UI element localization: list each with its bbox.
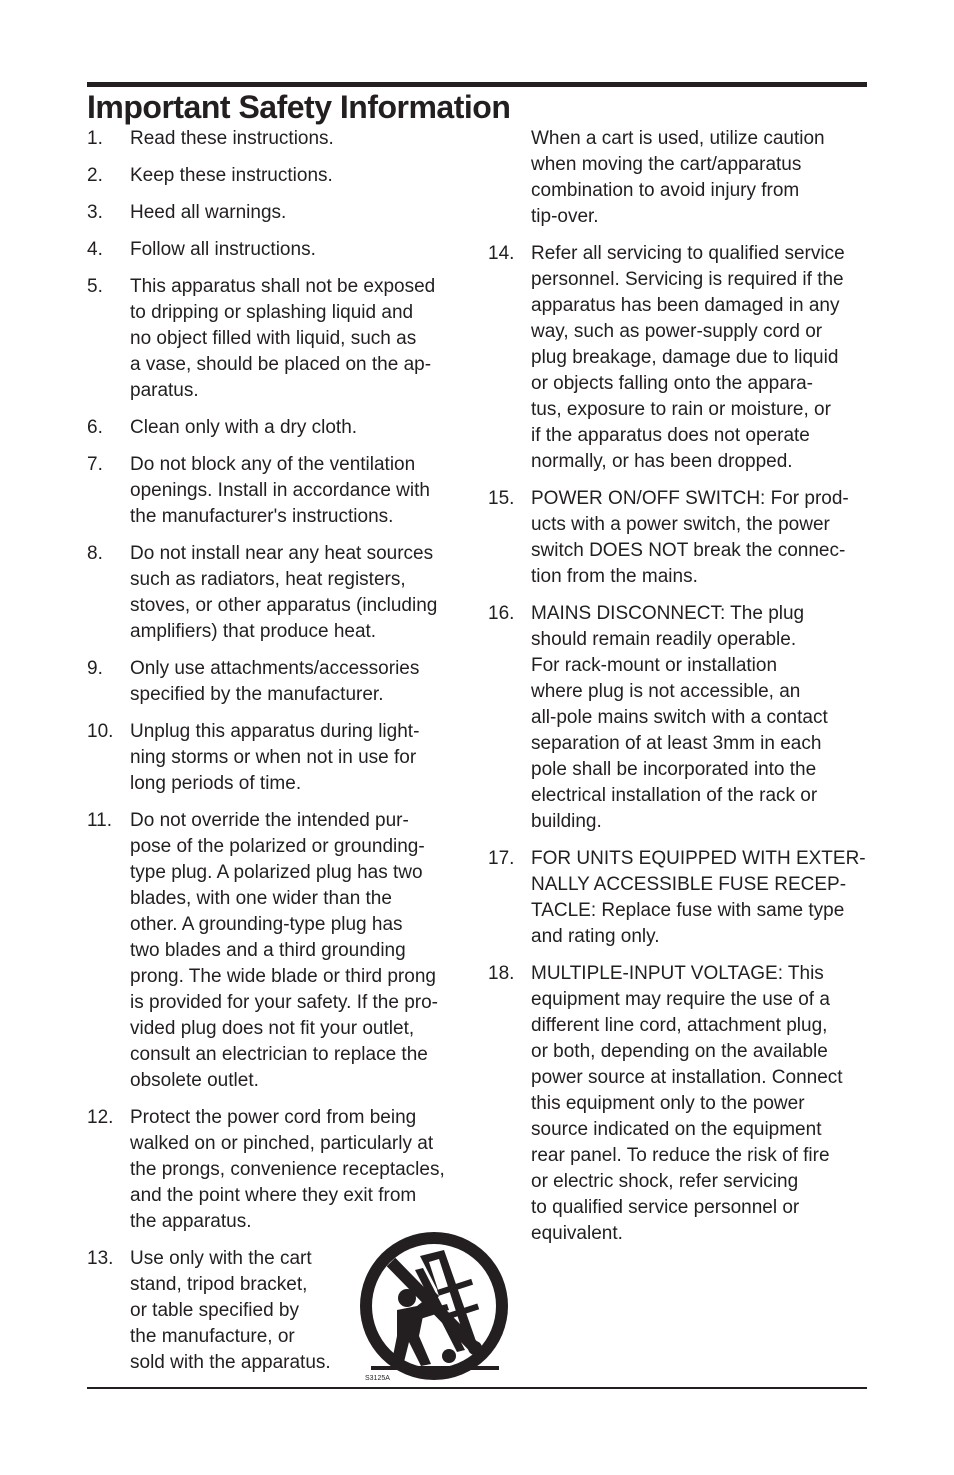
item-text: This apparatus shall not be exposed to dripping or splashing liquid and no object filled with liquid, such as a vase, should be placed on the ap- paratus. bbox=[130, 276, 436, 401]
item-number: 5. bbox=[87, 276, 103, 297]
list-item bbox=[87, 274, 467, 404]
item-number: 11. bbox=[87, 810, 113, 831]
item-text: Follow all instructions. bbox=[130, 239, 316, 260]
list-item bbox=[488, 601, 868, 835]
item-number: 14. bbox=[488, 243, 515, 264]
item-number: 15. bbox=[488, 488, 515, 509]
item-number: 12. bbox=[87, 1107, 114, 1128]
item-text: Use only with the cart stand, tripod bracket, or table specified by the manufacture, or sold with the apparatus. bbox=[130, 1248, 331, 1373]
item-number: 10. bbox=[87, 721, 114, 742]
list-item bbox=[488, 241, 868, 475]
list-item bbox=[87, 541, 467, 645]
item-text: Do not block any of the ventilation openings. Install in accordance with the manufacturer's instructions. bbox=[130, 454, 430, 527]
right-column bbox=[488, 126, 868, 1258]
list-item bbox=[87, 808, 467, 1094]
list-item bbox=[87, 719, 467, 797]
page-title: Important Safety Information bbox=[87, 89, 511, 125]
item-number: 13. bbox=[87, 1248, 114, 1269]
item-text: POWER ON/OFF SWITCH: For prod- ucts with a power switch, the power switch DOES NOT break the connec- tion from the mains. bbox=[531, 488, 849, 587]
list-item bbox=[488, 961, 868, 1247]
item-text: Protect the power cord from being walked on or pinched, particularly at the prongs, convenience receptacles, and the point where they exit from the apparatus. bbox=[130, 1107, 445, 1232]
item-text: Keep these instructions. bbox=[130, 165, 333, 186]
list-item bbox=[488, 486, 868, 590]
list-item bbox=[87, 163, 467, 189]
item-text: Refer all servicing to qualified service personnel. Servicing is required if the apparatus has been damaged in any way, such as power-supply cord or plug breakage, damage due to liquid or objects falling onto the appara- tus, exposure to rain or moisture, or if the apparatus does not operate normally, or has been dropped. bbox=[531, 243, 845, 472]
item-number: 17. bbox=[488, 848, 515, 869]
item-number: 16. bbox=[488, 603, 515, 624]
item-number: 18. bbox=[488, 963, 515, 984]
bottom-rule bbox=[87, 1387, 867, 1389]
list-item bbox=[87, 656, 467, 708]
item-text: Read these instructions. bbox=[130, 128, 334, 149]
item-text: Unplug this apparatus during light- ning storms or when not in use for long periods of time. bbox=[130, 721, 420, 794]
list-item bbox=[87, 126, 467, 152]
item-number: 8. bbox=[87, 543, 103, 564]
item-number: 1. bbox=[87, 128, 103, 149]
list-item bbox=[87, 1105, 467, 1235]
list-item bbox=[488, 846, 868, 950]
item-number: 9. bbox=[87, 658, 103, 679]
list-item bbox=[87, 452, 467, 530]
list-item bbox=[87, 200, 467, 226]
left-column bbox=[87, 126, 467, 1387]
item-text: Do not install near any heat sources such as radiators, heat registers, stoves, or other apparatus (including amplifiers) that produce heat. bbox=[130, 543, 438, 642]
item-number: 4. bbox=[87, 239, 103, 260]
item-number: 2. bbox=[87, 165, 103, 186]
item-text: Do not override the intended pur- pose of the polarized or grounding- type plug. A polarized plug has two blades, with one wider than the other. A grounding-type plug has two blades and a third grounding prong. The wide blade or third prong is provided for your safety. If the pro- vided plug does not fit your outlet, consult an electrician to replace the obsolete outlet. bbox=[130, 810, 439, 1091]
item-text: Only use attachments/accessories specified by the manufacturer. bbox=[130, 658, 420, 705]
item-text: Heed all warnings. bbox=[130, 202, 287, 223]
item-number: 3. bbox=[87, 202, 103, 223]
item-number: 6. bbox=[87, 417, 103, 438]
item-text: FOR UNITS EQUIPPED WITH EXTER- NALLY ACCESSIBLE FUSE RECEP- TACLE: Replace fuse with same type and rating only. bbox=[531, 848, 866, 947]
item-text: MAINS DISCONNECT: The plug should remain readily operable. For rack-mount or installation where plug is not accessible, an all-pole mains switch with a contact separation of at least 3mm in each pole shall be incorporated into the electrical installation of the rack or building. bbox=[531, 603, 828, 832]
item-text: Clean only with a dry cloth. bbox=[130, 417, 358, 438]
item-text: MULTIPLE-INPUT VOLTAGE: This equipment may require the use of a different line cord, attachment plug, or both, depending on the available power source at installation. Connect this equipment only to the power source indicated on the equipment rear panel. To reduce the risk of fire or electric shock, refer servicing to qualified service personnel or equivalent. bbox=[531, 963, 843, 1244]
list-item bbox=[87, 237, 467, 263]
list-item bbox=[87, 415, 467, 441]
cart-icon-code: S3125A bbox=[365, 1375, 390, 1382]
item-number: 7. bbox=[87, 454, 103, 475]
item-13-continued: When a cart is used, utilize caution when moving the cart/apparatus combination to avoid injury from tip-over. bbox=[531, 128, 825, 227]
